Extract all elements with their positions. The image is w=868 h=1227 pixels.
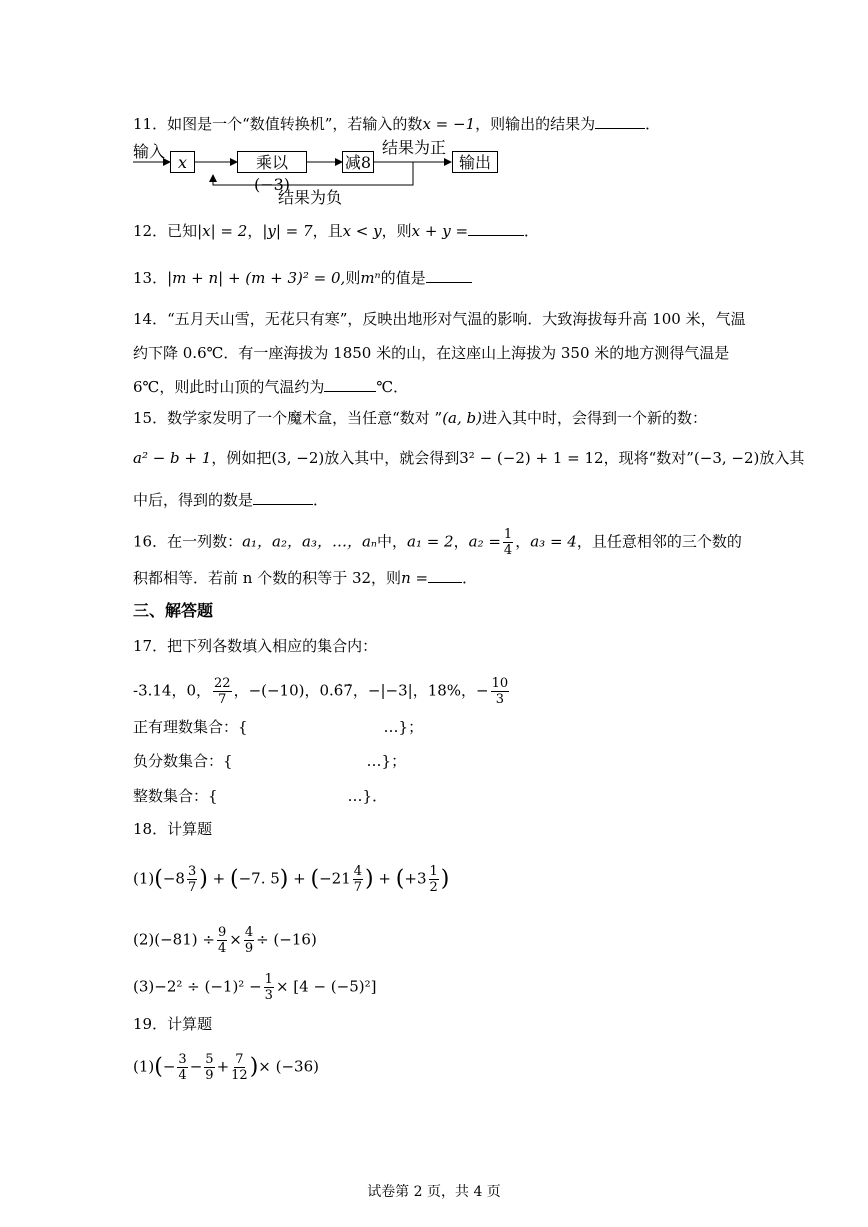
flow-subtract-box: 减8 (342, 151, 374, 173)
page-footer: 试卷第 2 页，共 4 页 (367, 1184, 501, 1200)
q17-title: 17．把下列各数填入相应的集合内： (133, 637, 378, 655)
q18-part3: (3)−2² ÷ (−1)² − $\frac{1}{3}$ × [4 − (−5)²] (133, 972, 377, 1003)
q16-line1: 16．在一列数：a₁，a₂，a₃，…，aₙ中，a₁ = 2，a₂ = $\frac{1}{4}$ ，a₃ = 4，且任意相邻的三个数的 (133, 527, 742, 558)
q19-part1: (1)(− $\frac{3}{4}$ − $\frac{5}{9}$ + $\frac{7}{12}$ )× (−36) (133, 1052, 319, 1083)
q14-line1: 14．“五月天山雪，无花只有寒”，反映出地形对气温的影响．大致海拔每升高 100 米，气温 (133, 310, 746, 328)
q17-fraction-10-3: $\frac{10}{3}$ (491, 676, 509, 707)
q14-line2: 约下降 0.6℃．有一座海拔为 1850 米的山，在这座山上海拔为 350 米的地方测得气温是 (133, 344, 730, 362)
flow-positive-label: 结果为正 (382, 138, 447, 157)
q17-set-negative-fraction: 负分数集合：{ …}； (133, 752, 407, 770)
q17-set-positive-rational: 正有理数集合：{ …}； (133, 718, 424, 736)
q12-text: 12．已知|x| = 2，|y| = 7，且x < y，则x + y = ． (133, 222, 540, 240)
q16-line2: 积都相等．若前 n 个数的积等于 32，则n = ． (133, 569, 478, 587)
section-title: 三、解答题 (133, 601, 214, 620)
q17-set-integer: 整数集合：{ …}． (133, 787, 388, 805)
q15-line1: 15．数学家发明了一个魔术盒，当任意“数对 ”(a, b)进入其中时，会得到一个新的数： (133, 409, 708, 427)
q18-part2: (2)(−81) ÷ $\frac{9}{4}$ × $\frac{4}{9}$ ÷ (−16) (133, 925, 317, 956)
q15-line3: 中后，得到的数是 ． (133, 491, 329, 509)
q19-title: 19．计算题 (133, 1015, 213, 1033)
flow-output-box: 输出 (452, 151, 498, 173)
q14-line3: 6℃，则此时山顶的气温约为 ℃． (133, 378, 409, 396)
q17-fraction-22-7: $\frac{22}{7}$ (214, 676, 231, 707)
flow-x-box: x (170, 151, 195, 173)
q18-title: 18．计算题 (133, 820, 213, 838)
flow-multiply-box: 乘以(−3) (237, 151, 307, 173)
q13-text: 13．|m + n| + (m + 3)² = 0,则mⁿ的值是 (133, 268, 472, 288)
q16-a2-fraction: $\frac{1}{4}$ (503, 527, 513, 558)
flow-input-label: 输入 (133, 142, 166, 161)
q17-numbers: -3.14，0， $\frac{22}{7}$ ，−(−10)，0.6̇7̇，−|−3|，18%，− $\frac{10}{3}$ (133, 676, 509, 707)
flow-arrows (0, 0, 868, 220)
q15-line2: a² − b + 1，例如把(3, −2)放入其中，就会得到3² − (−2) + 1 = 12，现将“数对”(−3, −2)放入其 (133, 449, 805, 467)
q11-text: 11．如图是一个“数值转换机”，若输入的数x = −1，则输出的结果为 ． (133, 115, 661, 133)
flow-negative-label: 结果为负 (278, 188, 343, 207)
q18-part1: (1)(−8 $\frac{3}{7}$ ) + (−7. 5) + (−21 $\frac{4}{7}$ ) + (+3 $\frac{1}{2}$ ) (133, 864, 450, 895)
